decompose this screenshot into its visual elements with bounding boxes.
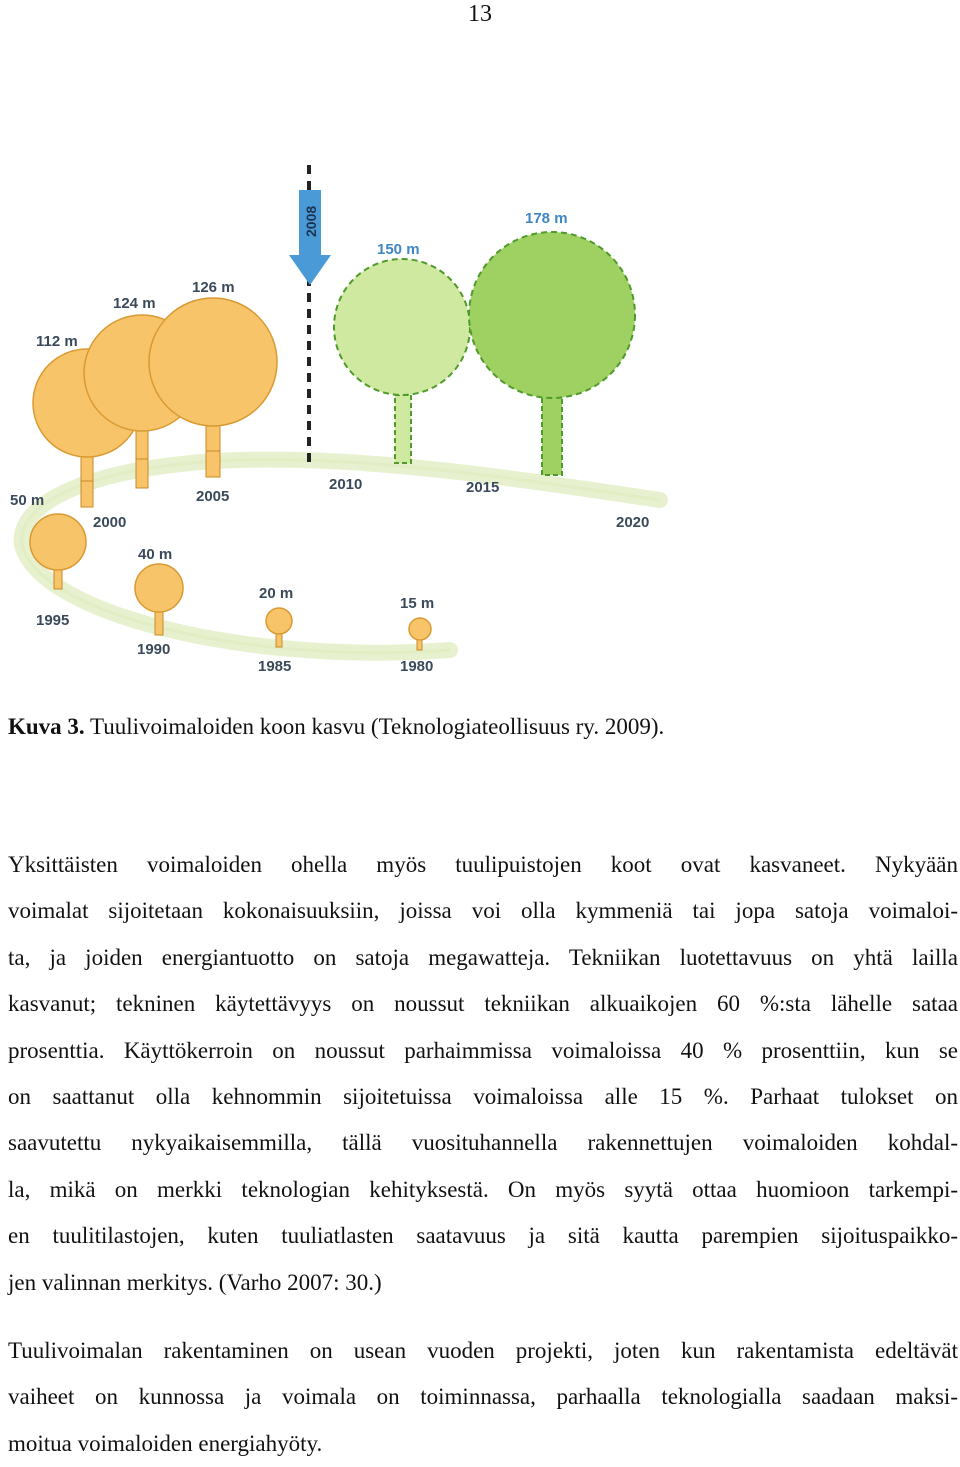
year-label-1985: 1985 bbox=[258, 658, 292, 675]
paragraph-line: Yksittäisten voimaloiden ohella myös tuulipuistojen koot ovat kasvaneet. Nykyään bbox=[8, 852, 958, 877]
year-label-2000: 2000 bbox=[93, 514, 127, 531]
paragraph-line: ta, ja joiden energiantuotto on satoja megawatteja. Tekniikan luotettavuus on yhtä lailla bbox=[8, 944, 958, 970]
year-label-1995: 1995 bbox=[36, 612, 70, 629]
paragraph-line: vaiheet on kunnossa ja voimala on toiminnassa, parhaalla teknologialla saadaan maksi- bbox=[8, 1384, 958, 1410]
height-label-124m: 124 m bbox=[113, 295, 156, 312]
year-label-2020: 2020 bbox=[616, 514, 650, 531]
year-label-1990: 1990 bbox=[137, 641, 171, 658]
height-label-126m: 126 m bbox=[192, 279, 235, 296]
marker-year-label: 2008 bbox=[303, 205, 319, 237]
paragraph-line: en tuulitilastojen, kuten tuuliatlasten saatavuus ja sitä kautta parempien sijoituspaikko- bbox=[8, 1223, 958, 1249]
caption-label: Kuva 3. bbox=[8, 714, 85, 739]
turbine-2010 bbox=[334, 259, 470, 463]
paragraph-line: moitua voimaloiden energiahyöty. bbox=[8, 1430, 323, 1456]
year-label-2010: 2010 bbox=[329, 476, 363, 493]
body-paragraph-2 bbox=[8, 1328, 958, 1467]
paragraph-line: Tuulivoimalan rakentaminen on usean vuoden projekti, joten kun rakentamista edeltävät bbox=[8, 1338, 958, 1363]
figure-caption bbox=[8, 712, 664, 742]
year-label-2015: 2015 bbox=[466, 479, 500, 496]
turbine-2015 bbox=[469, 232, 635, 475]
caption-text: Tuulivoimaloiden koon kasvu (Teknologiateollisuus ry. 2009). bbox=[84, 714, 665, 739]
height-label-20m: 20 m bbox=[259, 585, 294, 602]
turbine-size-figure bbox=[0, 155, 670, 690]
paragraph-line: jen valinnan merkitys. (Varho 2007: 30.) bbox=[8, 1269, 382, 1295]
paragraph-line: la, mikä on merkki teknologian kehityksestä. On myös syytä ottaa huomioon tarkempi- bbox=[8, 1176, 958, 1202]
paragraph-line: voimalat sijoitetaan kokonaisuuksiin, joissa voi olla kymmeniä tai jopa satoja voimaloi- bbox=[8, 898, 958, 924]
paragraph-line: prosenttia. Käyttökerroin on noussut parhaimmissa voimaloissa 40 % prosenttiin, kun se bbox=[8, 1037, 958, 1063]
height-label-178m: 178 m bbox=[525, 210, 568, 227]
turbine-2005b bbox=[149, 298, 277, 477]
paragraph-line: kasvanut; tekninen käytettävyys on noussut tekniikan alkuaikojen 60 %:sta lähelle sataa bbox=[8, 991, 958, 1017]
turbine-size-illustration bbox=[0, 155, 670, 690]
height-label-50m: 50 m bbox=[10, 492, 45, 509]
year-label-2005: 2005 bbox=[196, 488, 230, 505]
page-number: 13 bbox=[468, 1, 492, 27]
height-label-40m: 40 m bbox=[138, 546, 173, 563]
height-label-112m: 112 m bbox=[36, 333, 78, 350]
arrow-2008-icon bbox=[289, 190, 331, 285]
height-label-150m: 150 m bbox=[377, 241, 420, 258]
body-paragraph-1 bbox=[8, 842, 958, 1306]
year-label-1980: 1980 bbox=[400, 658, 434, 675]
paragraph-line: on saattanut olla kehnommin sijoitetuissa voimaloissa alle 15 %. Parhaat tulokset on bbox=[8, 1084, 958, 1110]
paragraph-line: saavutettu nykyaikaisemmilla, tällä vuosituhannella rakennettujen voimaloiden kohdal- bbox=[8, 1130, 958, 1156]
height-label-15m: 15 m bbox=[400, 595, 435, 612]
